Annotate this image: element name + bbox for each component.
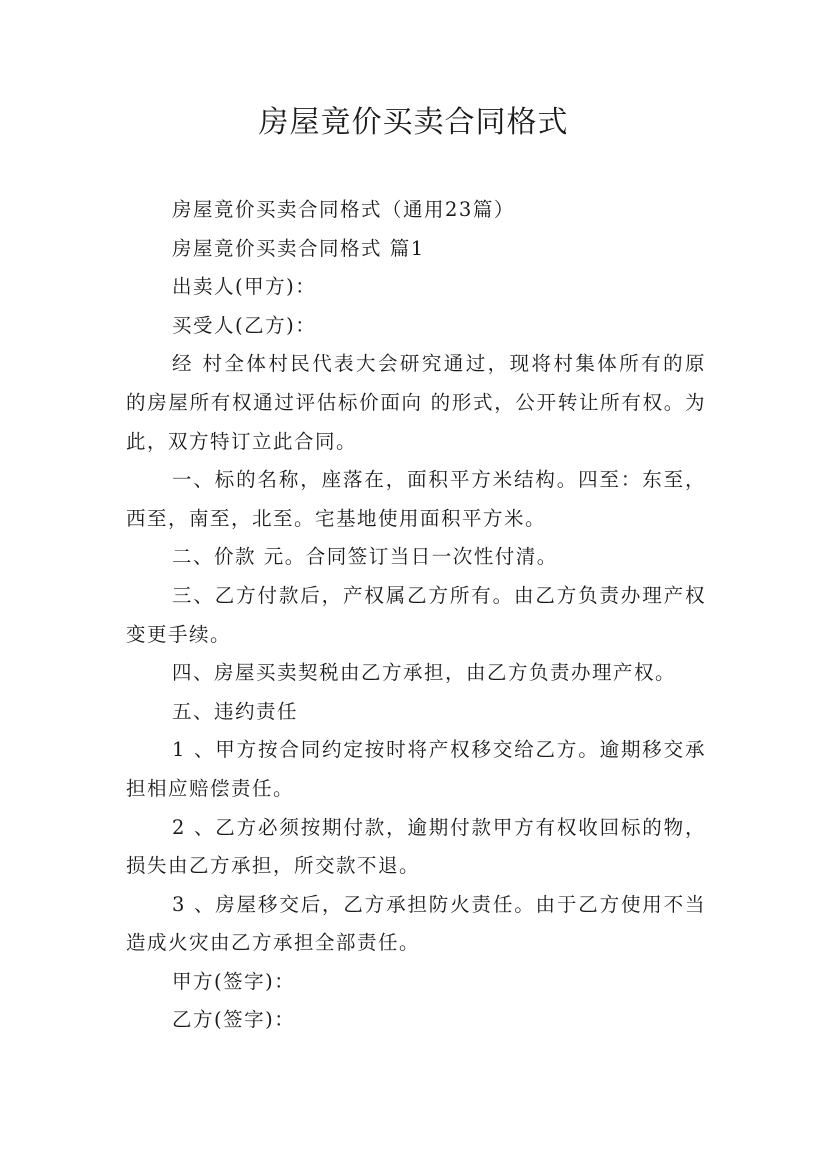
clause-5-item-2: 2 、乙方必须按期付款，逾期付款甲方有权收回标的物，损失由乙方承担，所交款不退。 — [126, 815, 706, 878]
clause-5-item-1: 1 、甲方按合同约定按时将产权移交给乙方。逾期移交承担相应赔偿责任。 — [126, 738, 706, 800]
document-title: 房屋竟价买卖合同格式 — [258, 105, 569, 140]
clause-5-heading: 五、违约责任 — [172, 699, 299, 723]
party-b-signature-line: 乙方(签字)： — [172, 1008, 296, 1032]
seller-line: 出卖人(甲方)： — [172, 275, 317, 299]
preamble-paragraph: 经 村全体村民代表大会研究通过，现将村集体所有的原 的房屋所有权通过评估标价面向 的形式，公开转让所有权。为此，双方特订立此合同。 — [126, 352, 706, 453]
section-heading: 房屋竟价买卖合同格式 篇1 — [172, 236, 425, 260]
clause-4: 四、房屋买卖契税由乙方承担，由乙方负责办理产权。 — [172, 661, 677, 685]
clause-2: 二、价款 元。合同签订当日一次性付清。 — [172, 545, 558, 569]
clause-3: 三、乙方付款后，产权属乙方所有。由乙方负责办理产权变更手续。 — [126, 583, 706, 646]
party-a-signature-line: 甲方(签字)： — [172, 969, 296, 993]
buyer-line: 买受人(乙方)： — [172, 313, 317, 337]
subtitle-paragraph: 房屋竟价买卖合同格式（通用23篇） — [172, 198, 515, 221]
clause-1: 一、标的名称，座落在，面积平方米结构。四至：东至，西至，南至，北至。宅基地使用面积平方米。 — [126, 468, 706, 530]
clause-5-item-3: 3 、房屋移交后，乙方承担防火责任。由于乙方使用不当造成火灾由乙方承担全部责任。 — [126, 892, 706, 955]
document-body — [126, 191, 706, 1040]
